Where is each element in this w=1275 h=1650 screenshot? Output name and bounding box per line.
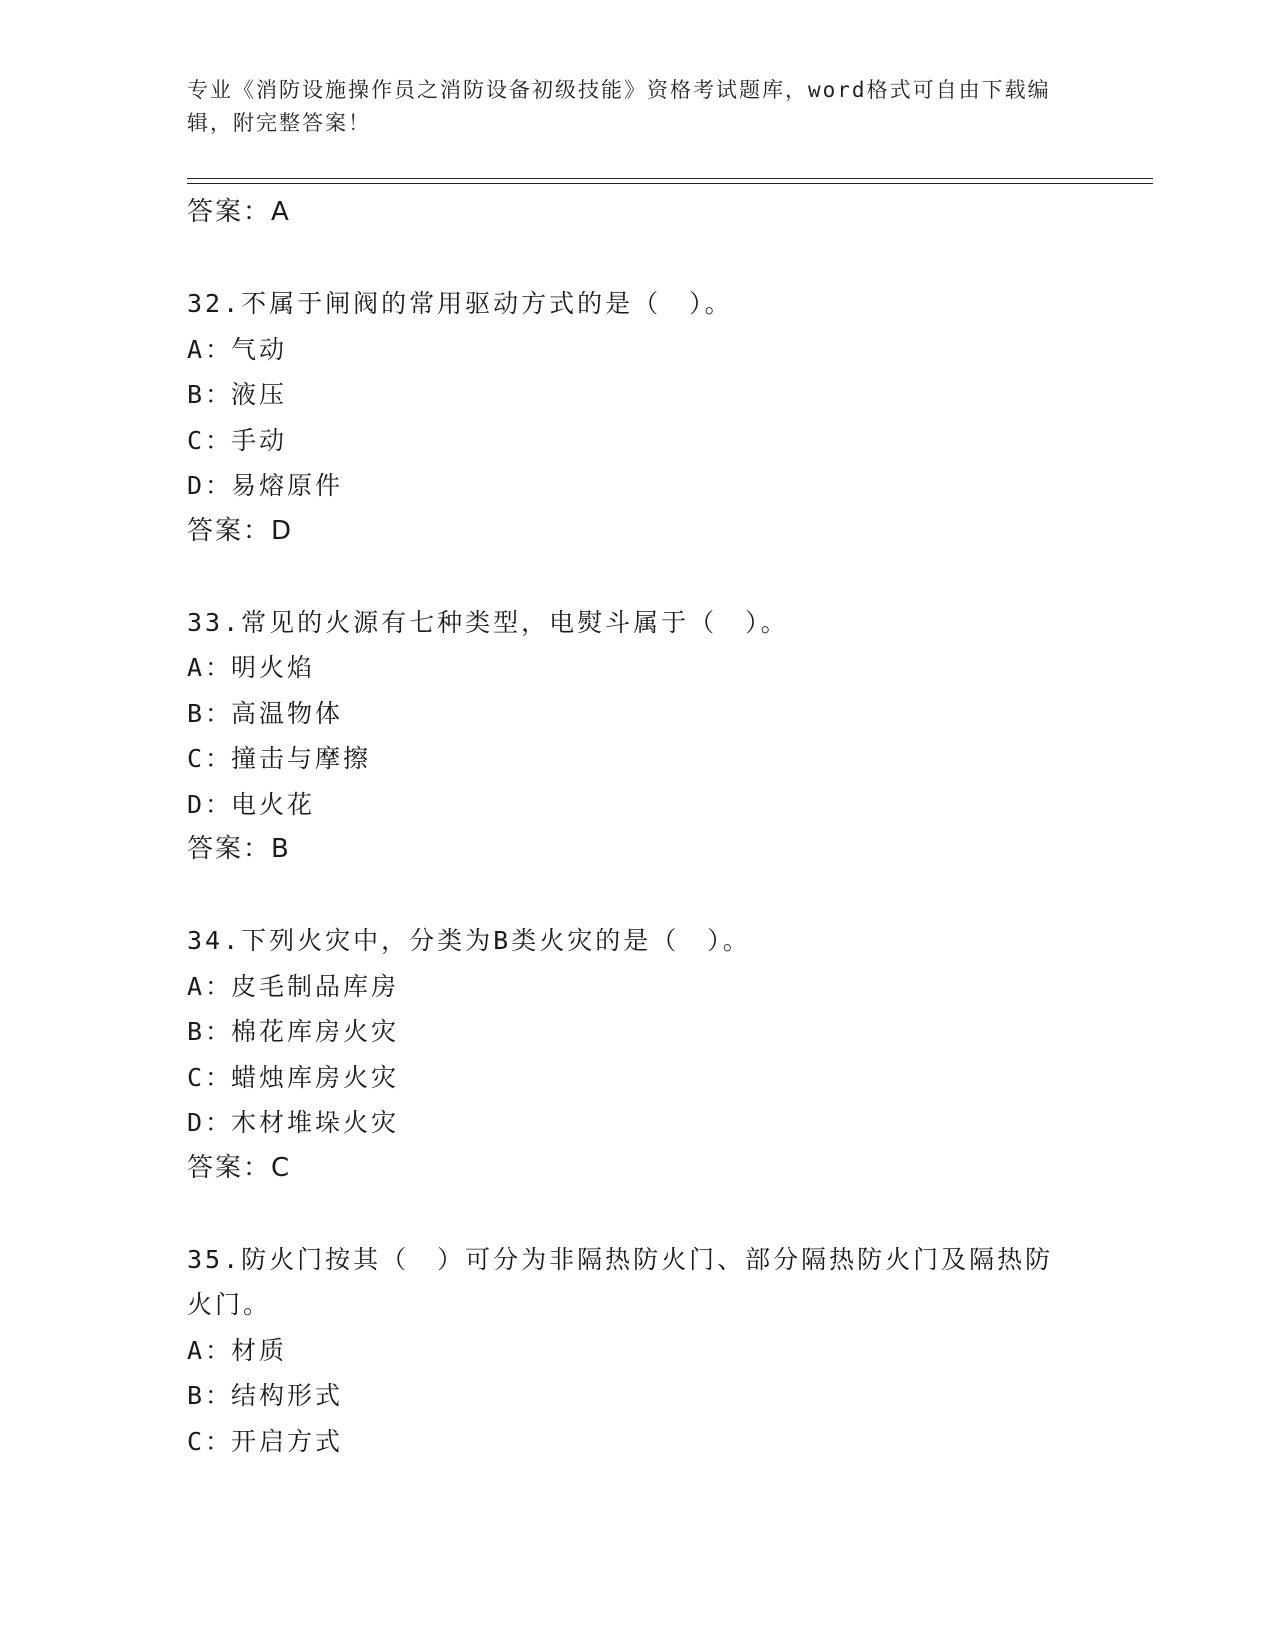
option-key: B： bbox=[187, 380, 234, 409]
option-text: 撞击与摩擦 bbox=[231, 744, 372, 773]
option-text: 电火花 bbox=[231, 789, 316, 819]
option-b bbox=[187, 1009, 1087, 1055]
option-text: 结构形式 bbox=[231, 1381, 344, 1410]
option-text: 开启方式 bbox=[231, 1426, 344, 1456]
option-c bbox=[187, 736, 1087, 782]
option-text: 明火焰 bbox=[231, 653, 316, 682]
question-list bbox=[187, 190, 1087, 1464]
question-block bbox=[187, 281, 1087, 554]
option-key: D： bbox=[187, 1108, 234, 1137]
option-key: B： bbox=[187, 1017, 234, 1046]
option-b bbox=[187, 691, 1087, 737]
question-stem-continued: 火门。 bbox=[187, 1290, 272, 1319]
question-block bbox=[187, 600, 1087, 873]
option-b bbox=[187, 372, 1087, 418]
option-key: C： bbox=[187, 744, 234, 773]
question-stem: 35.防火门按其（ ）可分为非隔热防火门、部分隔热防火门及隔热防 bbox=[187, 1244, 1054, 1274]
answer-line: 答案：A bbox=[187, 197, 291, 227]
option-a bbox=[187, 327, 1087, 373]
option-text: 高温物体 bbox=[231, 698, 344, 728]
document-header: 专业《消防设施操作员之消防设备初级技能》资格考试题库，word格式可自由下载编辑，附完整答案！ bbox=[187, 78, 1051, 135]
option-c bbox=[187, 1055, 1087, 1101]
option-b bbox=[187, 1373, 1087, 1419]
option-key: C： bbox=[187, 1426, 234, 1456]
option-key: C： bbox=[187, 425, 234, 455]
option-d bbox=[187, 463, 1087, 509]
header-divider-top bbox=[187, 178, 1153, 179]
option-text: 气动 bbox=[231, 334, 288, 364]
option-a bbox=[187, 964, 1087, 1010]
option-text: 易熔原件 bbox=[231, 471, 344, 500]
option-a bbox=[187, 1328, 1087, 1374]
question-block bbox=[187, 1237, 1087, 1465]
answer-line: 答案：B bbox=[187, 834, 291, 864]
question-block bbox=[187, 918, 1087, 1191]
option-key: D： bbox=[187, 789, 234, 819]
option-c bbox=[187, 1419, 1087, 1465]
option-a bbox=[187, 645, 1087, 691]
option-key: A： bbox=[187, 334, 234, 364]
question-stem: 32.不属于闸阀的常用驱动方式的是（ ）。 bbox=[187, 289, 733, 318]
option-text: 皮毛制品库房 bbox=[231, 971, 400, 1001]
option-d bbox=[187, 782, 1087, 828]
answer-line: 答案：C bbox=[187, 1152, 292, 1183]
option-text: 材质 bbox=[231, 1335, 288, 1365]
question-stem: 34.下列火灾中，分类为B类火灾的是（ ）。 bbox=[187, 926, 751, 955]
option-key: C： bbox=[187, 1062, 234, 1092]
header-divider-bottom bbox=[187, 183, 1153, 184]
option-c bbox=[187, 418, 1087, 464]
option-text: 液压 bbox=[231, 380, 288, 409]
option-text: 蜡烛库房火灾 bbox=[231, 1062, 400, 1092]
option-key: A： bbox=[187, 1335, 234, 1365]
option-key: B： bbox=[187, 1381, 234, 1410]
option-key: D： bbox=[187, 471, 234, 500]
option-key: A： bbox=[187, 653, 234, 682]
option-text: 木材堆垛火灾 bbox=[231, 1108, 400, 1137]
option-text: 手动 bbox=[231, 425, 288, 455]
question-stem: 33.常见的火源有七种类型，电熨斗属于（ ）。 bbox=[187, 607, 789, 637]
option-text: 棉花库房火灾 bbox=[231, 1017, 400, 1046]
option-d bbox=[187, 1100, 1087, 1146]
option-key: A： bbox=[187, 971, 234, 1001]
option-key: B： bbox=[187, 698, 234, 728]
answer-line: 答案：D bbox=[187, 515, 294, 546]
